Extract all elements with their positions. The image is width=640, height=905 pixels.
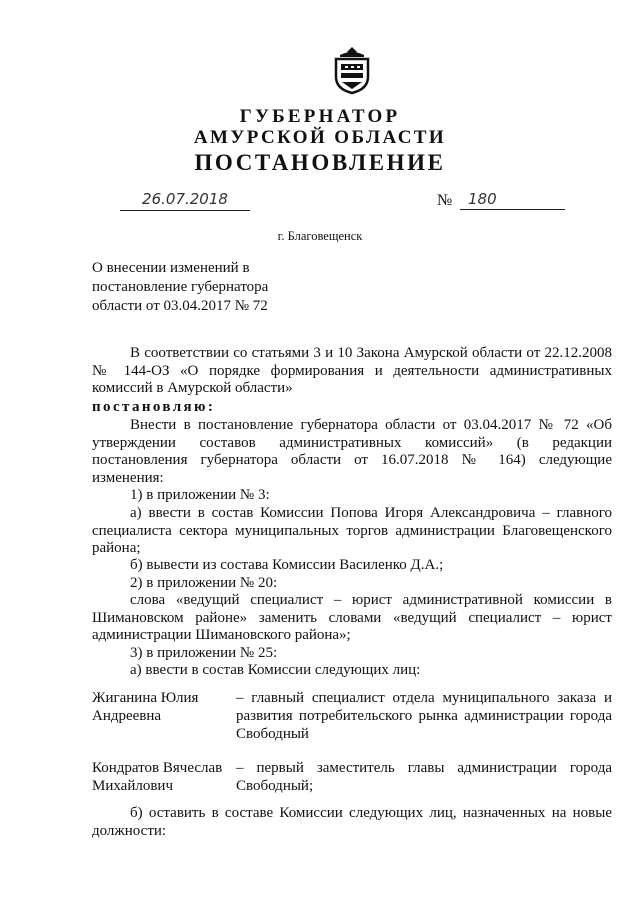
document-subject: О внесении изменений в постановление губернатора области от 03.04.2017 № 72 — [92, 260, 269, 314]
item-3: 3) в приложении № 25: — [130, 645, 278, 661]
item-3b: б) оставить в составе Комиссии следующих лиц, назначенных на новые должности: — [92, 805, 612, 839]
item-1b: б) вывести из состава Комиссии Василенко Д.А.; — [130, 557, 444, 573]
person-name: Кондратов Вячеслав Михайлович — [92, 760, 223, 794]
header-region: АМУРСКОЙ ОБЛАСТИ — [193, 127, 447, 148]
item-1: 1) в приложении № 3: — [130, 487, 270, 503]
header-governor: ГУБЕРНАТОР — [239, 106, 401, 127]
document-title: ПОСТАНОВЛЕНИЕ — [194, 150, 446, 175]
person-name: Жиганина Юлия Андреевна — [92, 690, 199, 724]
document-date: 26.07.2018 — [120, 190, 250, 211]
document-number: 180 — [460, 190, 565, 210]
item-2-text: слова «ведущий специалист – юрист административной комиссии в Шимановском районе» заменить словами «ведущий специалист – юрист администрации Шимановского района»; — [92, 592, 612, 643]
item-2: 2) в приложении № 20: — [130, 575, 278, 591]
coat-of-arms-emblem — [330, 45, 374, 95]
item-3a: а) ввести в состав Комиссии следующих лиц: — [130, 662, 421, 678]
person-role: – первый заместитель главы администрации города Свободный; — [236, 760, 612, 794]
paragraph-main: Внести в постановление губернатора области от 03.04.2017 № 72 «Об утверждении составов административных комиссий» (в редакции постановления губернатора области от 16.07.2018 № 164) следующие изменения: — [92, 417, 612, 486]
number-label: № — [437, 192, 453, 209]
decree-word: постановляю: — [92, 399, 216, 415]
city-label: г. Благовещенск — [277, 229, 363, 243]
item-1a: а) ввести в состав Комиссии Попова Игоря Александровича – главного специалиста сектора муниципальных торгов администрации Благовещенского района; — [92, 505, 612, 556]
intro-paragraph: В соответствии со статьями 3 и 10 Закона Амурской области от 22.12.2008 № 144-ОЗ «О порядке формирования и деятельности административных комиссий в Амурской области» — [92, 345, 612, 396]
person-role: – главный специалист отдела муниципального заказа и развития потребительского рынка администрации города Свободный — [236, 690, 612, 742]
